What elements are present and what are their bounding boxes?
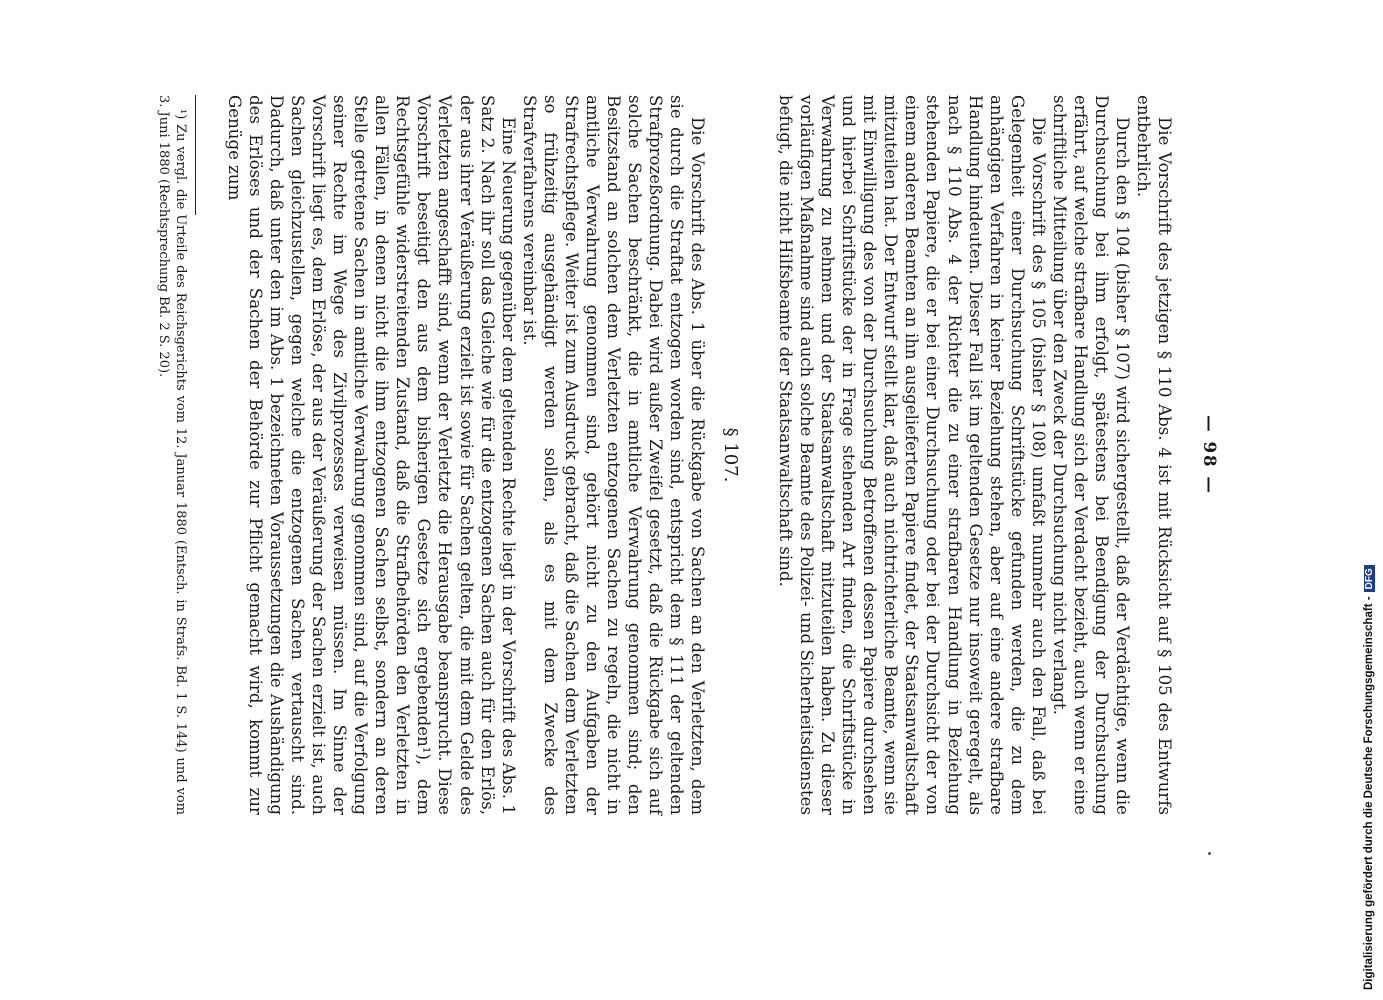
paragraph: Eine Neuerung gegenüber dem geltenden Rechte liegt in der Vorschrift des Abs. 1 Satz 2. Nach ihr soll das Gleiche wie für die entzogenen Sachen auch für den Erlös, der aus ihrer Veräußerung erzielt ist sowie für Sachen gelten, die mit dem Gelde des Verletzten angeschafft sind, wenn der Verletzte die Herausgabe beansprucht. Diese Vorschrift beseitigt den aus dem bisherigen Gesetze sich ergebenden¹), dem Rechtsgefühle widerstreitenden Zustand, daß die Strafbehörden den Verletzten in allen Fällen, in denen nicht die ihm entzogenen Sachen selbst, sondern an deren Stelle getretene Sachen in amtliche Verwahrung genommen sind, auf die Verfolgung seiner Rechte im Wege des Zivilprozesses verweisen müssen. Im Sinne der Vorschrift liegt es, dem Erlöse, der aus der Veräußerung der Sachen erzielt ist, auch Sachen gleichzustellen, gegen welche die entzogenen Sachen vertauscht sind. Dadurch, daß unter den im Abs. 1 bezeichneten Voraussetzungen die Aushändigung des Erlöses und der Sachen der Behörde zur Pflicht gemacht wird, kommt zur Genüge zum — [225, 95, 518, 815]
top-text-block — [775, 95, 1175, 815]
credit-text: Digitalisierung gefördert durch die Deutsche Forschungsgemeinschaft - — [1363, 596, 1375, 990]
digitization-credit — [1363, 0, 1375, 990]
section-title: § 107. — [720, 427, 742, 483]
paragraph: Die Vorschrift des jetzigen § 110 Abs. 4 ist mit Rücksicht auf § 105 des Entwurfs entbehrlich. — [1133, 95, 1174, 815]
dfg-logo: DFG — [1364, 565, 1375, 592]
document-page — [110, 95, 1225, 815]
paragraph: Durch den § 104 (bisher § 107) wird sichergestellt, daß der Verdächtige, wenn die Durchsuchung bei ihm erfolgt, spätestens bei Beendigung der Durchsuchung erfährt, auf welche strafbare Handlung sich der Verdacht bezieht, auch wenn er eine schriftliche Mitteilung über den Zweck der Durchsuchung nicht verlangt. — [1049, 95, 1132, 815]
paragraph: Die Vorschrift des Abs. 1 über die Rückgabe von Sachen an den Verletzten, dem sie durch die Straftat entzogen worden sind, entspricht dem § 111 der geltenden Strafprozeßordnung. Dabei wird außer Zweifel gesetzt, daß die Rückgabe sich auf solche Sachen beschränkt, die in amtliche Verwahrung genommen sind; den Besitzstand an solchen dem Verletzten entzogenen Sachen zu regeln, die nicht in amtliche Verwahrung genommen sind, gehört nicht zu den Aufgaben der Strafrechtspflege. Weiter ist zum Ausdruck gebracht, daß die Sachen dem Verletzten so frühzeitig ausgehändigt werden sollen, als es mit dem Zwecke des Strafverfahrens vereinbar ist. — [519, 95, 708, 815]
footnote-rule — [195, 95, 196, 215]
footnote: ¹) Zu vergl. die Urteile des Reichsgerichts vom 12. Januar 1880 (Entsch. in Strafs. Bd. 1 S. 144) und vom 3. Juni 1880 (Rechtsprechung Bd. 2 S. 20). — [155, 95, 188, 815]
paragraph: Die Vorschrift des § 105 (bisher § 108) umfaßt nunmehr auch den Fall, daß bei Gelegenheit einer Durchsuchung Schriftstücke gefunden werden, die zu dem anhängigen Verfahren in keiner Beziehung stehen, aber auf eine andere strafbare Handlung hindeuten. Dieser Fall ist im geltenden Gesetze nur insoweit geregelt, als nach § 110 Abs. 4 der Richter die zu einer strafbaren Handlung in Beziehung stehenden Papiere, die er bei einer Durchsuchung oder bei der Durchsicht der von einem anderen Beamten an ihn ausgelieferten Papiere findet, der Staatsanwaltschaft mitzuteilen hat. Der Entwurf stellt klar, daß auch nichtrichterliche Beamte, wenn sie mit Einwilligung des von der Durchsuchung Betroffenen dessen Papiere durchsehen und hierbei Schriftstücke der in Frage stehenden Art finden, die Schriftstücke in Verwahrung zu nehmen und der Staatsanwaltschaft mitzuteilen haben. Zu dieser vorläufigen Maßnahme sind auch solche Beamte des Polizei- und Sicherheitsdienstes befugt, die nicht Hilfsbeamte der Staatsanwaltschaft sind. — [776, 95, 1048, 815]
section-text-block — [224, 95, 708, 815]
page-header: — 98 — — [1200, 415, 1220, 495]
scan-speck — [1208, 852, 1211, 855]
